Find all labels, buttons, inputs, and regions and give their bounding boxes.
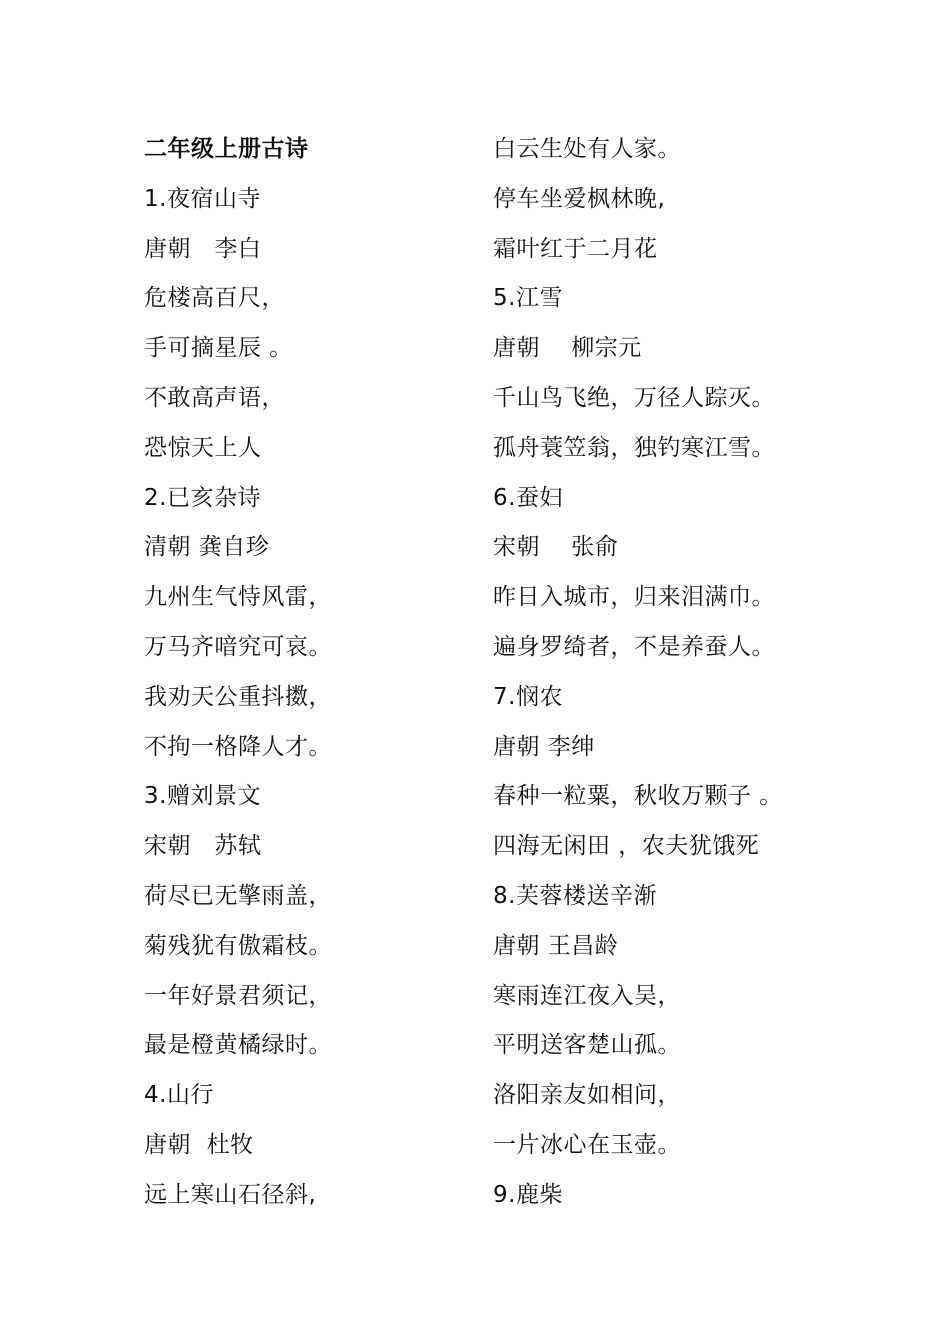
- poem-author: 唐朝 杜牧: [144, 1131, 254, 1158]
- poem-verse: 我劝天公重抖擞，: [144, 683, 332, 710]
- poem-verse: 平明送客楚山孤。: [493, 1032, 681, 1059]
- poem-author: 唐朝 李白: [144, 235, 262, 262]
- poem-title: 3.赠刘景文: [144, 783, 261, 810]
- poem-title: 6.蚕妇: [493, 484, 563, 511]
- poem-verse: 远上寒山石径斜,: [144, 1181, 317, 1208]
- poem-verse: 孤舟蓑笠翁，独钓寒江雪。: [493, 434, 775, 461]
- poem-title: 1.夜宿山寺: [144, 185, 261, 212]
- poem-verse: 昨日入城市，归来泪满巾。: [493, 584, 775, 611]
- poem-title: 9.鹿柴: [493, 1181, 563, 1208]
- poem-verse: 洛阳亲友如相问，: [493, 1082, 681, 1109]
- poem-verse: 春种一粒粟，秋收万颗子 。: [493, 783, 783, 810]
- poem-verse: 危楼高百尺，: [144, 285, 285, 312]
- right-column: [493, 125, 893, 1221]
- poem-verse: 九州生气恃风雷，: [144, 584, 332, 611]
- poem-verse: 菊残犹有傲霜枝。: [144, 932, 332, 959]
- poem-title: 5.江雪: [493, 285, 563, 312]
- poem-verse: 停车坐爱枫林晚,: [493, 185, 666, 212]
- poem-author: 唐朝 王昌龄: [493, 932, 619, 959]
- poem-verse: 一年好景君须记，: [144, 982, 332, 1009]
- poem-verse: 不敢高声语，: [144, 384, 285, 411]
- document-title: 二年级上册古诗: [144, 136, 309, 162]
- poem-verse: 荷尽已无擎雨盖，: [144, 882, 332, 909]
- poem-author: 唐朝 李绅: [493, 733, 595, 760]
- poem-author: 宋朝 张俞: [493, 534, 619, 561]
- poem-verse: 万马齐喑究可哀。: [144, 633, 332, 660]
- poem-verse: 白云生处有人家。: [493, 136, 681, 162]
- poem-verse: 遍身罗绮者，不是养蚕人。: [493, 633, 775, 660]
- poem-title: 4.山行: [144, 1082, 214, 1109]
- poem-title: 7.悯农: [493, 683, 563, 710]
- poem-author: 清朝 龚自珍: [144, 534, 270, 561]
- poem-author: 唐朝 柳宗元: [493, 335, 642, 362]
- poem-verse: 手可摘星辰 。: [144, 335, 293, 362]
- poem-title: 8.芙蓉楼送辛渐: [493, 882, 657, 909]
- poem-verse: 四海无闲田 ，农夫犹饿死: [493, 833, 760, 860]
- poem-verse: 最是橙黄橘绿时。: [144, 1032, 332, 1059]
- poem-verse: 千山鸟飞绝，万径人踪灭。: [493, 384, 775, 411]
- left-column: [144, 125, 544, 1221]
- poem-verse: 不拘一格降人才。: [144, 733, 332, 760]
- poem-title: 2.已亥杂诗: [144, 484, 261, 511]
- poem-verse: 霜叶红于二月花: [493, 235, 658, 262]
- poem-verse: 一片冰心在玉壶。: [493, 1131, 681, 1158]
- poem-verse: 寒雨连江夜入吴，: [493, 982, 681, 1009]
- poem-author: 宋朝 苏轼: [144, 833, 262, 860]
- poem-verse: 恐惊天上人: [144, 434, 262, 461]
